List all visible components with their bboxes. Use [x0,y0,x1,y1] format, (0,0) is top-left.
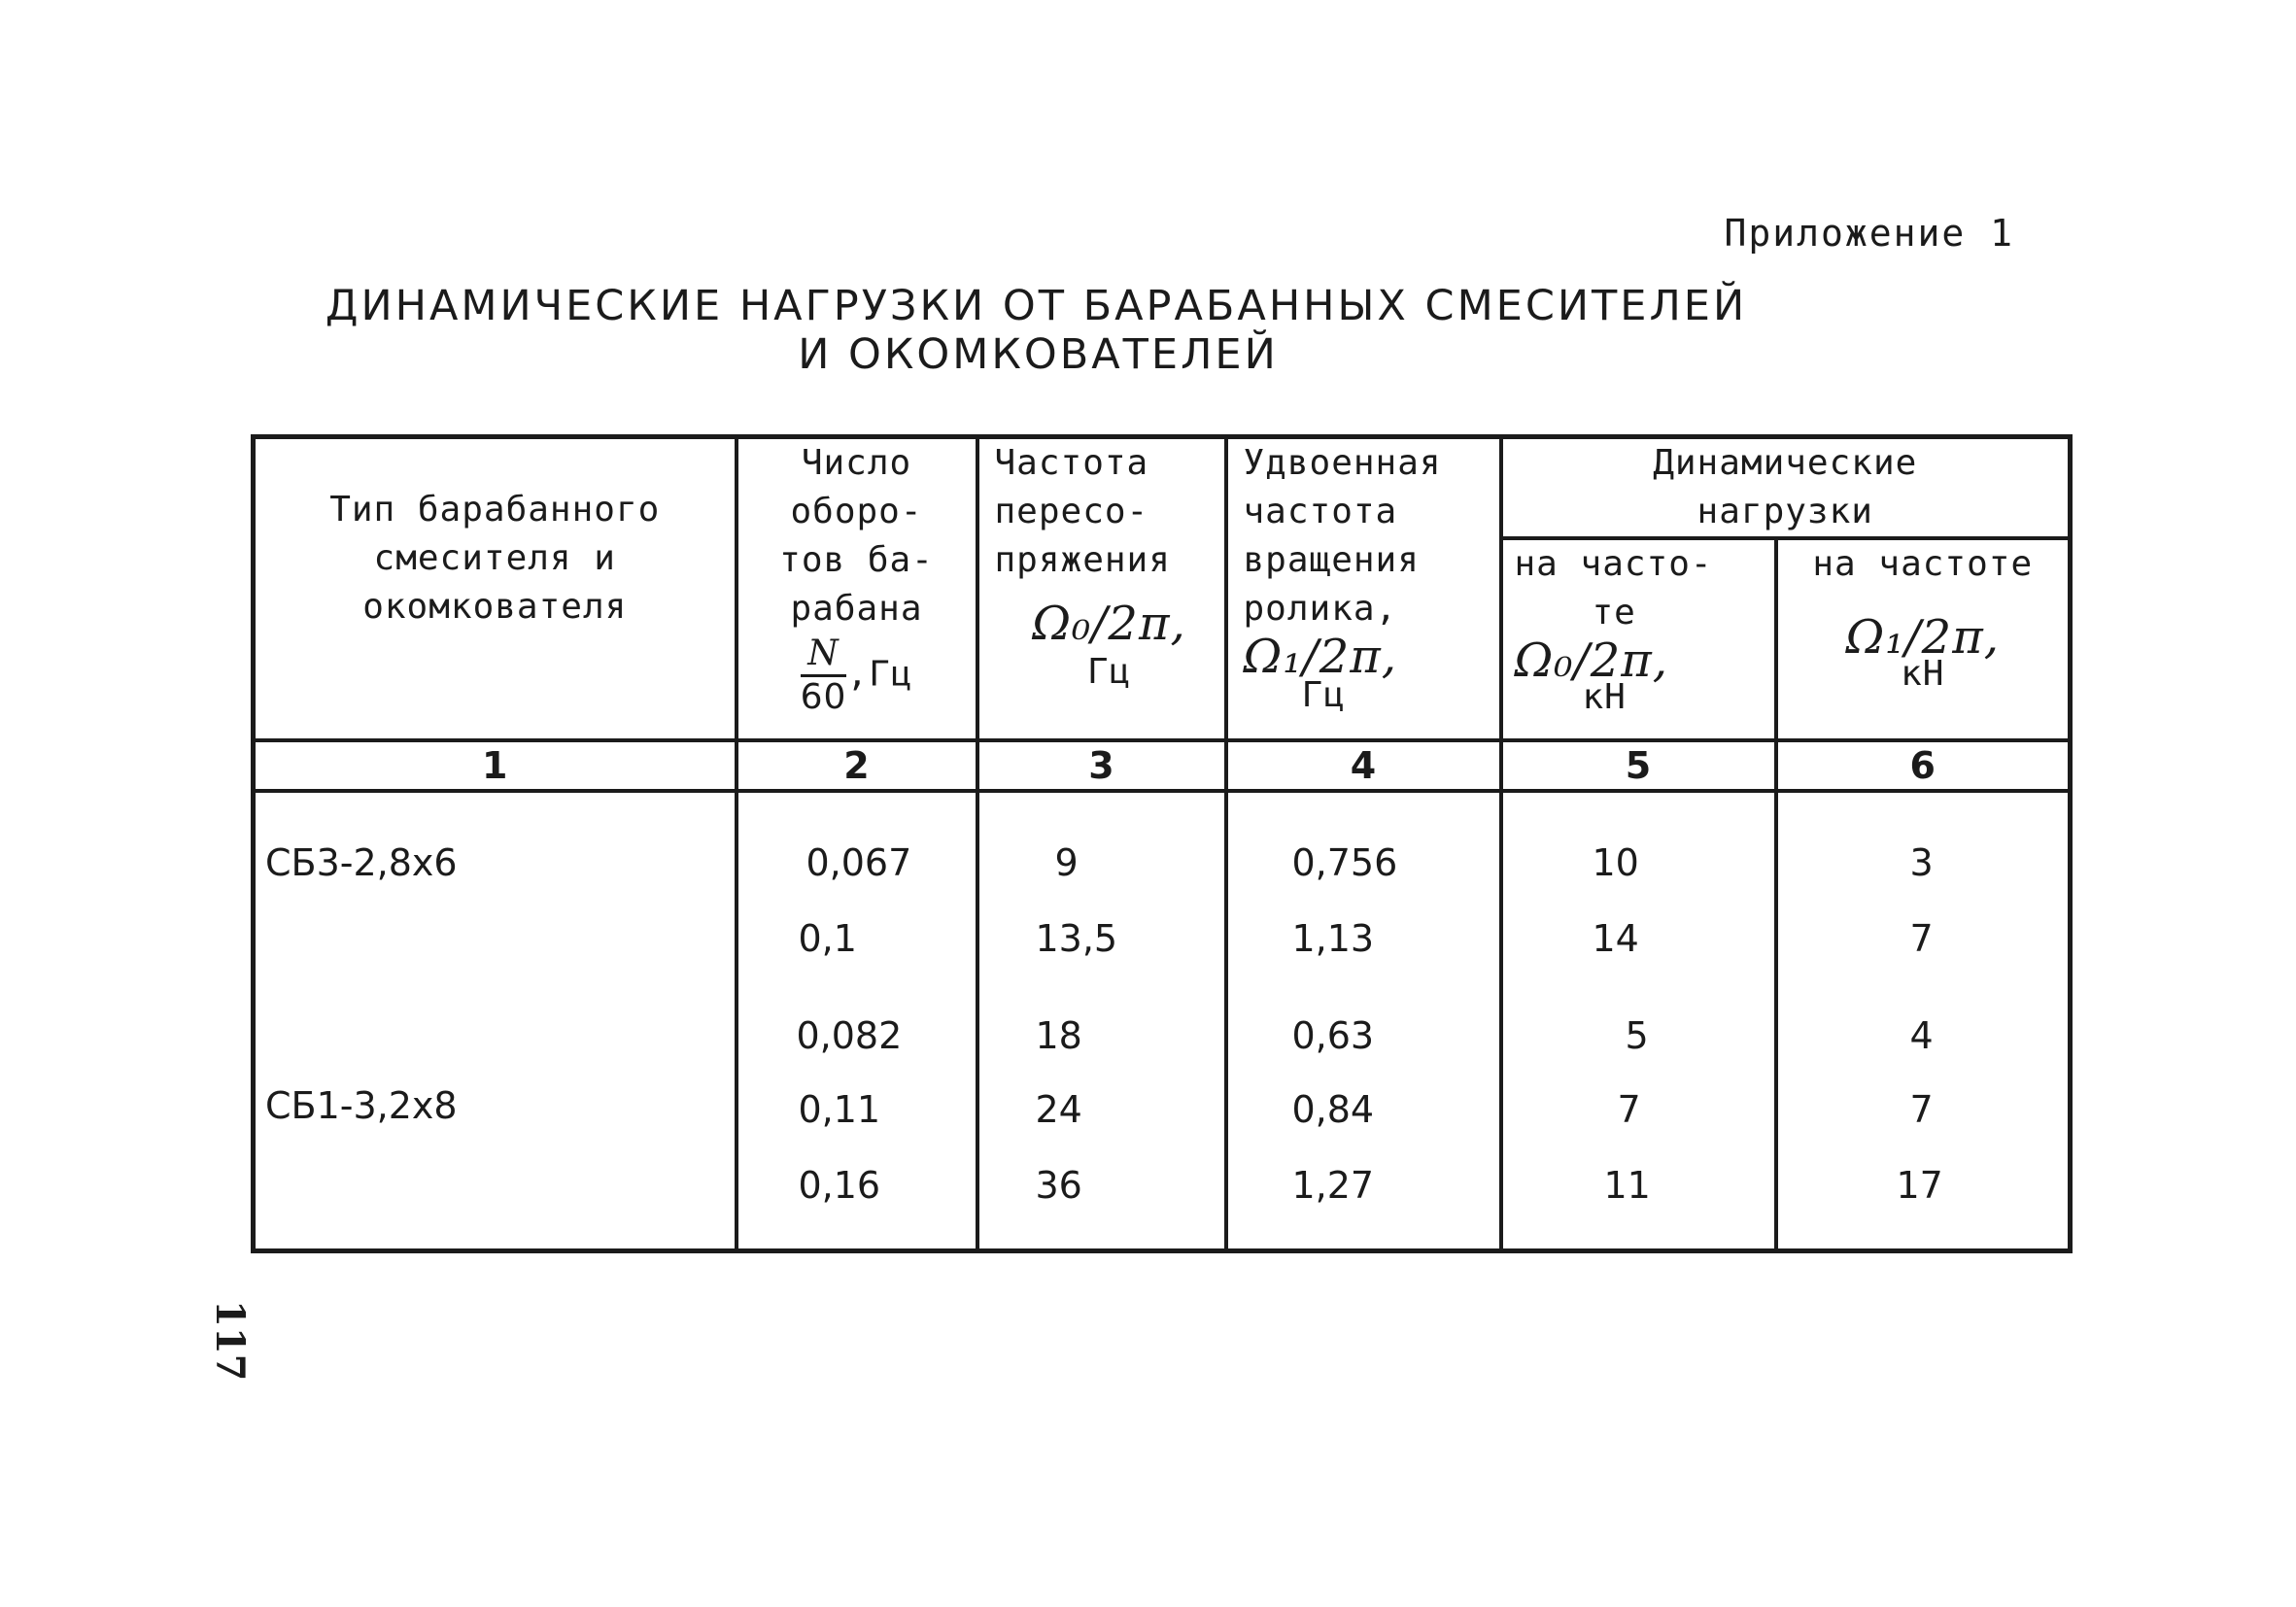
cell-value: 7 [1909,1088,1934,1131]
header-revolutions-line: Число [801,443,912,483]
hz-unit: Гц [1086,652,1132,692]
header-group-line: Динамические [1653,443,1918,483]
header-dynamic-loads [1501,437,2071,539]
page-number: 117 [207,1300,253,1382]
page-title-line-2: И ОКОМКОВАТЕЛЕЙ [798,330,1279,379]
cell-value: 5 [1625,1014,1649,1057]
cell-value: 14 [1592,917,1639,960]
header-overload-line: пересо- [994,492,1149,531]
overload-column [977,791,1226,1251]
omega1-symbol: Ω₁/2π, [1243,630,1398,684]
kn-unit: кН [1582,677,1627,717]
header-load-line: на часто- [1514,544,1713,584]
header-roller-line: Удвоенная [1243,443,1442,483]
column-number: 1 [254,740,737,791]
header-type-line: окомкователя [362,587,628,627]
hz-unit: Гц [1301,675,1346,715]
column-number: 6 [1776,740,2071,791]
cell-value: 1,27 [1291,1164,1375,1207]
revolutions-column [737,791,977,1251]
omega0-symbol: Ω₀/2π, [1514,633,1669,688]
header-load-omega1 [1776,538,2071,740]
header-type-line: смесителя и [373,538,616,578]
cell-value: 1,13 [1291,917,1375,960]
header-load-omega0 [1501,538,1776,740]
header-overload-line: пряжения [994,540,1171,580]
header-revolutions-line: тов ба- [779,540,934,580]
header-load-line: те [1592,593,1636,633]
cell-value: 9 [1054,841,1079,884]
cell-value: 0,082 [796,1014,903,1057]
type-column [254,791,737,1251]
cell-value: 0,11 [798,1088,881,1131]
header-group-line: нагрузки [1696,492,1873,531]
cell-value: 7 [1617,1088,1641,1131]
header-type-line: Тип барабанного [329,490,661,530]
column-number: 3 [977,740,1226,791]
cell-value: 0,84 [1291,1088,1375,1131]
header-revolutions-line: оборо- [790,492,923,531]
page-title-line-1: ДИНАМИЧЕСКИЕ НАГРУЗКИ ОТ БАРАБАННЫХ СМЕСИТЕЛЕЙ [325,282,1748,330]
header-roller-frequency [1226,437,1501,741]
cell-value: 24 [1035,1088,1082,1131]
load-omega0-column [1501,791,1776,1251]
roller-column [1226,791,1501,1251]
column-number: 2 [737,740,977,791]
appendix-label: Приложение 1 [1724,212,2014,255]
column-number: 5 [1501,740,1776,791]
revolutions-fraction [801,633,847,718]
revolutions-unit: ,Гц [846,654,913,695]
load-omega1-column [1776,791,2071,1251]
header-roller-line: частота [1243,492,1398,531]
mixer-type: СБ1-3,2х8 [265,1084,458,1127]
dynamic-loads-table [251,434,2073,1253]
cell-value: 7 [1909,917,1934,960]
cell-value: 0,1 [798,917,857,960]
header-revolutions-line: рабана [790,589,923,629]
cell-value: 11 [1603,1164,1651,1207]
fraction-denominator: 60 [800,677,847,717]
cell-value: 17 [1896,1164,1943,1207]
header-overload-frequency [977,437,1226,741]
header-overload-line: Частота [994,443,1149,483]
header-load-line: на частоте [1812,544,2034,584]
cell-value: 10 [1592,841,1639,884]
omega0-symbol: Ω₀/2π, [1032,597,1186,651]
cell-value: 0,067 [805,841,912,884]
cell-value: 3 [1909,841,1934,884]
cell-value: 0,16 [798,1164,881,1207]
cell-value: 4 [1909,1014,1934,1057]
cell-value: 36 [1035,1164,1082,1207]
header-roller-line: ролика, [1243,589,1398,629]
header-roller-line: вращения [1243,540,1420,580]
header-type [254,437,737,741]
cell-value: 0,756 [1291,841,1398,884]
mixer-type: СБ3-2,8х6 [265,841,458,884]
header-revolutions [737,437,977,741]
omega1-symbol: Ω₁/2π, [1845,610,2001,665]
column-number: 4 [1226,740,1501,791]
kn-unit: кН [1901,654,1945,694]
cell-value: 0,63 [1291,1014,1375,1057]
fraction-numerator: N [801,633,847,677]
cell-value: 13,5 [1035,917,1118,960]
cell-value: 18 [1035,1014,1082,1057]
